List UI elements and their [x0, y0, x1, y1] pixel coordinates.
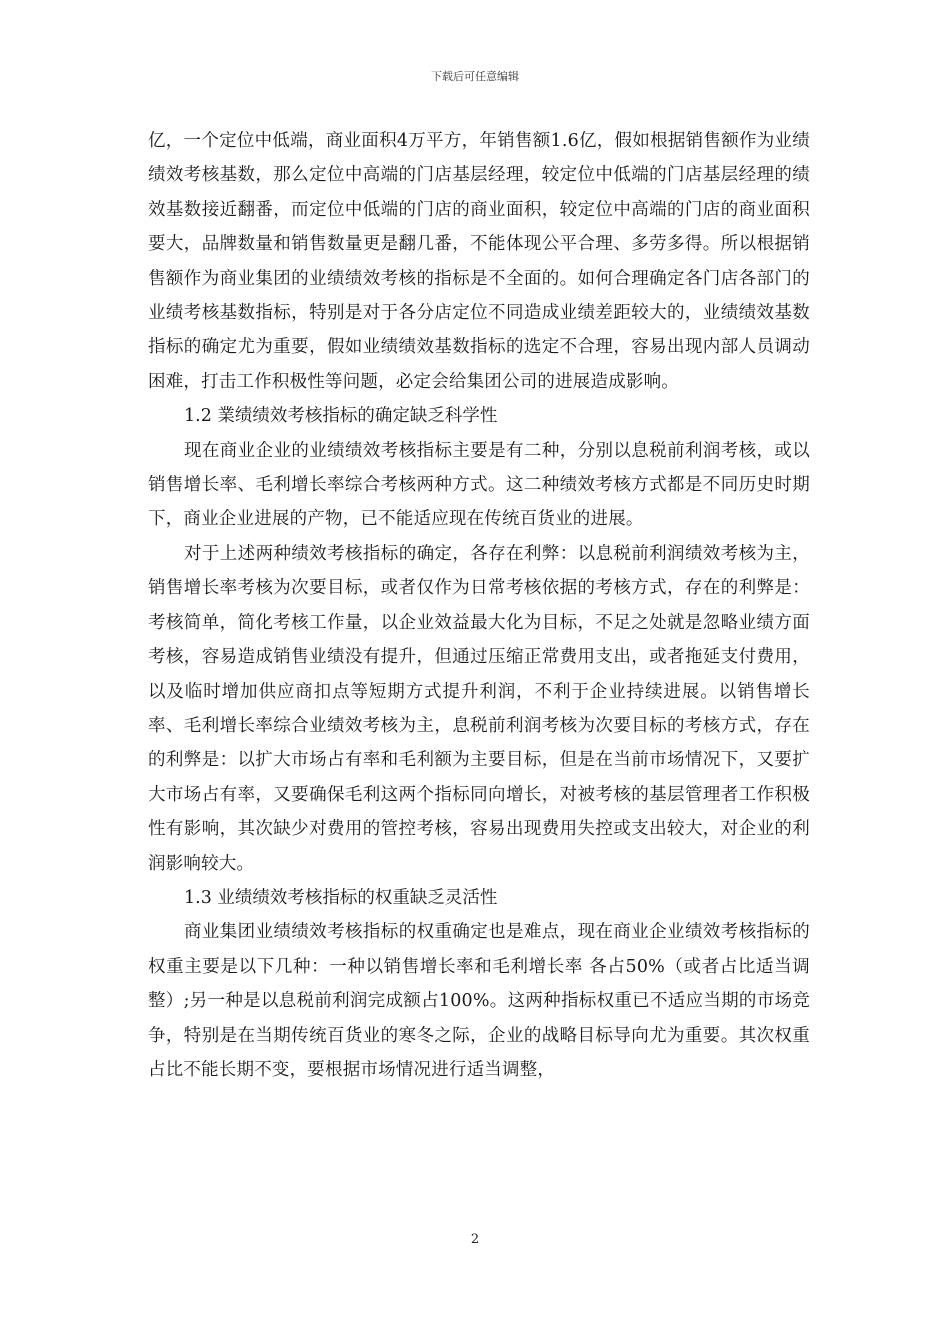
paragraph-3: 对于上述两种绩效考核指标的确定，各存在利弊：以息税前利润绩效考核为主，销售增长率考核为次要目标，或者仅作为日常考核依据的考核方式，存在的利弊是：考核简单，简化考核工作量，以企业效益最大化为目标，不足之处就是忽略业绩方面考核，容易造成销售业绩没有提升，但通过压缩正常费用支出，或者拖延支付费用，以及临时增加供应商扣点等短期方式提升利润，不利于企业持续进展。以销售增长率、毛利增长率综合业绩效考核为主，息税前利润考核为次要目标的考核方式，存在的利弊是：以扩大市场占有率和毛利额为主要目标，但是在当前市场情况下，又要扩大市场占有率，又要确保毛利这两个指标同向增长，对被考核的基层管理者工作积极性有影响，其次缺少对费用的管控考核，容易出现费用失控或支出较大，对企业的利润影响较大。 [148, 543, 810, 874]
paragraph-2: 现在商业企业的业绩绩效考核指标主要是有二种，分别以息税前利润考核，或以销售增长率、毛利增长率综合考核两种方式。这二种绩效考核方式都是不同历史时期下，商业企业进展的产物，已不能适应现在传统百货业的进展。 [148, 440, 810, 530]
page-number: 2 [470, 1232, 480, 1247]
paragraph-1: 亿，一个定位中低端，商业面积4万平方，年销售额1.6亿，假如根据销售额作为业绩绩效考核基数，那么定位中高端的门店基层经理，较定位中低端的门店基层经理的绩效基数接近翻番，而定位中低端的门店的商业面积，较定位中高端的门店的商业面积要大，品牌数量和销售数量更是翻几番，不能体现公平合理、多劳多得。所以根据销售额作为商业集团的业绩绩效考核的指标是不全面的。如何合理确定各门店各部门的业绩考核基数指标，特别是对于各分店定位不同造成业绩差距较大的，业绩绩效基数指标的确定尤为重要，假如业绩绩效基数指标的选定不合理，容易出现内部人员调动困难，打击工作积极性等问题，必定会给集团公司的进展造成影响。 [148, 131, 810, 392]
page-header: 下载后可任意编辑 [431, 70, 519, 83]
paragraph-4: 商业集团业绩绩效考核指标的权重确定也是难点，现在商业企业绩效考核指标的权重主要是以下几种：一种以销售增长率和毛利增长率 各占50%（或者占比适当调整）;另一种是以息税前利润完成额占100%。这两种指标权重已不适应当期的市场竞争，特别是在当期传统百货业的寒冬之际，企业的战略目标导向尤为重要。其次权重占比不能长期不变，要根据市场情况进行适当调整， [148, 922, 810, 1080]
section-heading-1-3: 1.3 业绩绩效考核指标的权重缺乏灵活性 [184, 887, 498, 908]
section-heading-1-2: 1.2 業绩绩效考核指标的确定缺乏科学性 [184, 406, 498, 427]
document-body [148, 124, 810, 1087]
